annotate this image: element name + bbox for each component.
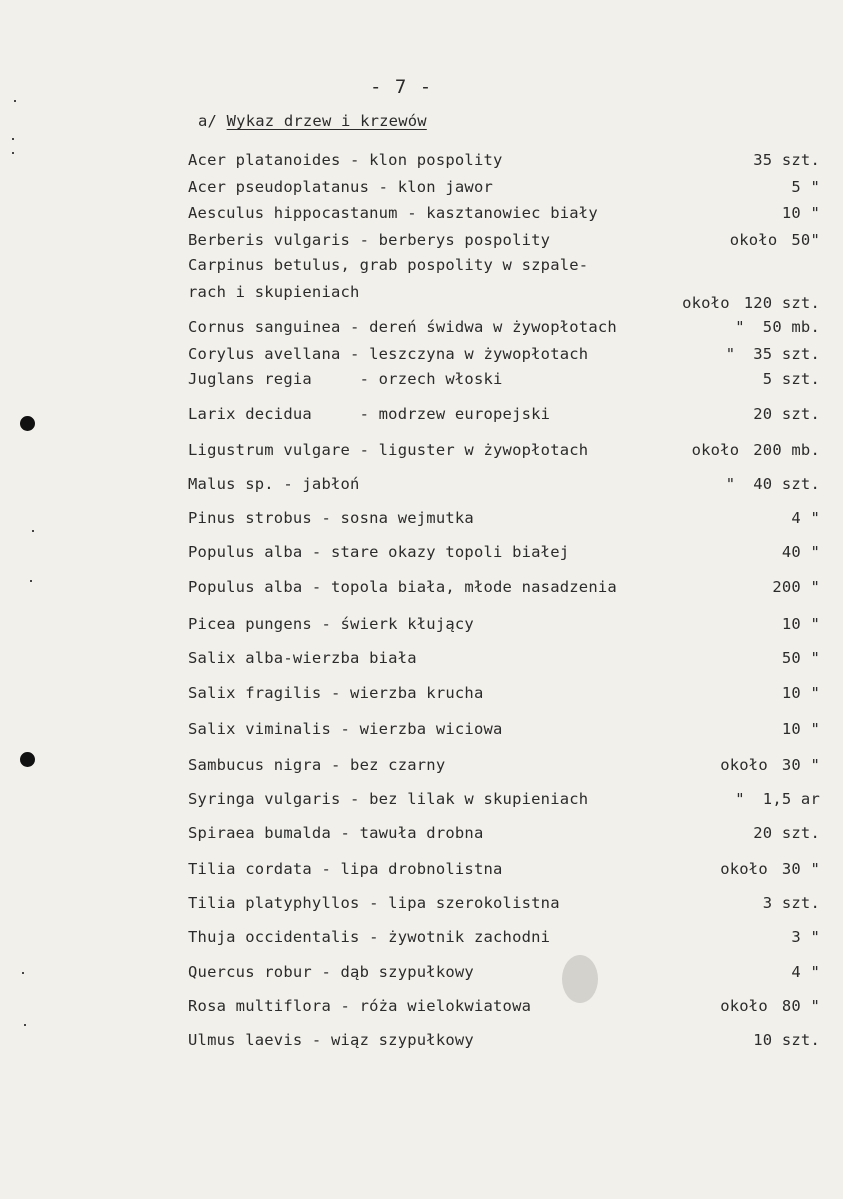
species-name: Ulmus laevis - wiąz szypułkowy (188, 1031, 474, 1049)
quantity-cell (0, 204, 820, 222)
species-name: Populus alba - stare okazy topoli białej (188, 543, 570, 561)
quantity-cell (0, 615, 820, 633)
species-name: Spiraea bumalda - tawuła drobna (188, 824, 484, 842)
quantity-value: 120 szt. (743, 294, 820, 312)
heading-title: Wykaz drzew i krzewów (226, 112, 427, 130)
species-name: Acer platanoides - klon pospolity (188, 151, 503, 169)
quantity-cell (0, 790, 820, 808)
quantity-cell (0, 649, 820, 667)
quantity-cell (0, 578, 820, 596)
quantity-value: 35 szt. (753, 345, 820, 363)
species-name: Tilia cordata - lipa drobnolistna (188, 860, 503, 878)
species-name: Berberis vulgaris - berberys pospolity (188, 231, 551, 249)
species-name: Tilia platyphyllos - lipa szerokolistna (188, 894, 560, 912)
species-name: Picea pungens - świerk kłujący (188, 615, 474, 633)
quantity-value: 20 szt. (753, 405, 820, 423)
page-number: - 7 - (370, 76, 433, 98)
quantity-cell (0, 860, 820, 878)
quantity-cell (0, 720, 820, 738)
ditto-mark: " (725, 345, 736, 363)
approx-label: około (720, 860, 768, 878)
quantity-cell (0, 509, 820, 527)
approx-label: około (729, 231, 778, 249)
quantity-cell (0, 178, 820, 196)
quantity-cell (0, 294, 820, 312)
quantity-cell (0, 928, 820, 946)
species-name: Ligustrum vulgare - liguster w żywopłotach (188, 441, 589, 459)
species-name: Rosa multiflora - róża wielokwiatowa (188, 997, 532, 1015)
quantity-value: 10 " (781, 615, 820, 633)
quantity-value: 3 " (791, 928, 820, 946)
quantity-value: 50" (791, 231, 820, 249)
quantity-value: 5 szt. (762, 370, 820, 388)
species-name: Quercus robur - dąb szypułkowy (188, 963, 474, 981)
heading-prefix: a/ (198, 112, 218, 130)
species-name: Corylus avellana - leszczyna w żywopłotach (188, 345, 589, 363)
species-name: Thuja occidentalis - żywotnik zachodni (188, 928, 551, 946)
species-name: Acer pseudoplatanus - klon jawor (188, 178, 494, 196)
species-name: Salix fragilis - wierzba krucha (188, 684, 484, 702)
species-name: Sambucus nigra - bez czarny (188, 756, 446, 774)
approx-label: około (682, 294, 730, 312)
species-name: Aesculus hippocastanum - kasztanowiec biały (188, 204, 598, 222)
quantity-cell (0, 963, 820, 981)
species-name: Salix alba-wierzba biała (188, 649, 417, 667)
quantity-cell (0, 894, 820, 912)
species-name: Larix decidua - modrzew europejski (188, 405, 551, 423)
quantity-value: 50 mb. (762, 318, 820, 336)
quantity-value: 200 " (772, 578, 820, 596)
quantity-cell (0, 441, 820, 459)
quantity-cell (0, 318, 820, 336)
quantity-value: 30 " (781, 756, 820, 774)
quantity-cell (0, 231, 820, 249)
ditto-mark: " (735, 318, 745, 336)
approx-label: około (691, 441, 740, 459)
species-name: Syringa vulgaris - bez lilak w skupieniach (188, 790, 589, 808)
quantity-value: 5 " (791, 178, 820, 196)
quantity-cell (0, 824, 820, 842)
quantity-value: 1,5 ar (762, 790, 820, 808)
quantity-cell (0, 345, 820, 363)
species-name: Salix viminalis - wierzba wiciowa (188, 720, 503, 738)
quantity-value: 30 " (781, 860, 820, 878)
approx-label: około (720, 756, 768, 774)
quantity-cell (0, 1031, 820, 1049)
species-name: Juglans regia - orzech włoski (188, 370, 503, 388)
quantity-cell (0, 405, 820, 423)
species-name-continuation: rach i skupieniach (188, 283, 360, 301)
quantity-value: 35 szt. (753, 151, 820, 169)
species-name: Pinus strobus - sosna wejmutka (188, 509, 474, 527)
quantity-value: 40 szt. (753, 475, 820, 493)
quantity-cell (0, 475, 820, 493)
ditto-mark: " (725, 475, 736, 493)
quantity-value: 20 szt. (753, 824, 820, 842)
species-name: Carpinus betulus, grab pospolity w szpale- (188, 256, 589, 274)
quantity-cell (0, 756, 820, 774)
quantity-cell (0, 151, 820, 169)
quantity-cell (0, 370, 820, 388)
quantity-value: 4 " (791, 509, 820, 527)
quantity-value: 10 " (781, 204, 820, 222)
quantity-value: 4 " (791, 963, 820, 981)
quantity-value: 80 " (781, 997, 820, 1015)
species-name: Populus alba - topola biała, młode nasadzenia (188, 578, 617, 596)
species-name: Malus sp. - jabłoń (188, 475, 360, 493)
quantity-value: 10 szt. (753, 1031, 820, 1049)
approx-label: około (720, 997, 768, 1015)
quantity-value: 3 szt. (762, 894, 820, 912)
ditto-mark: " (735, 790, 745, 808)
quantity-cell (0, 997, 820, 1015)
species-name: Cornus sanguinea - dereń świdwa w żywopłotach (188, 318, 617, 336)
quantity-value: 10 " (781, 720, 820, 738)
quantity-value: 200 mb. (753, 441, 820, 459)
quantity-value: 50 " (781, 649, 820, 667)
quantity-cell (0, 543, 820, 561)
quantity-cell (0, 684, 820, 702)
quantity-value: 40 " (781, 543, 820, 561)
quantity-value: 10 " (781, 684, 820, 702)
